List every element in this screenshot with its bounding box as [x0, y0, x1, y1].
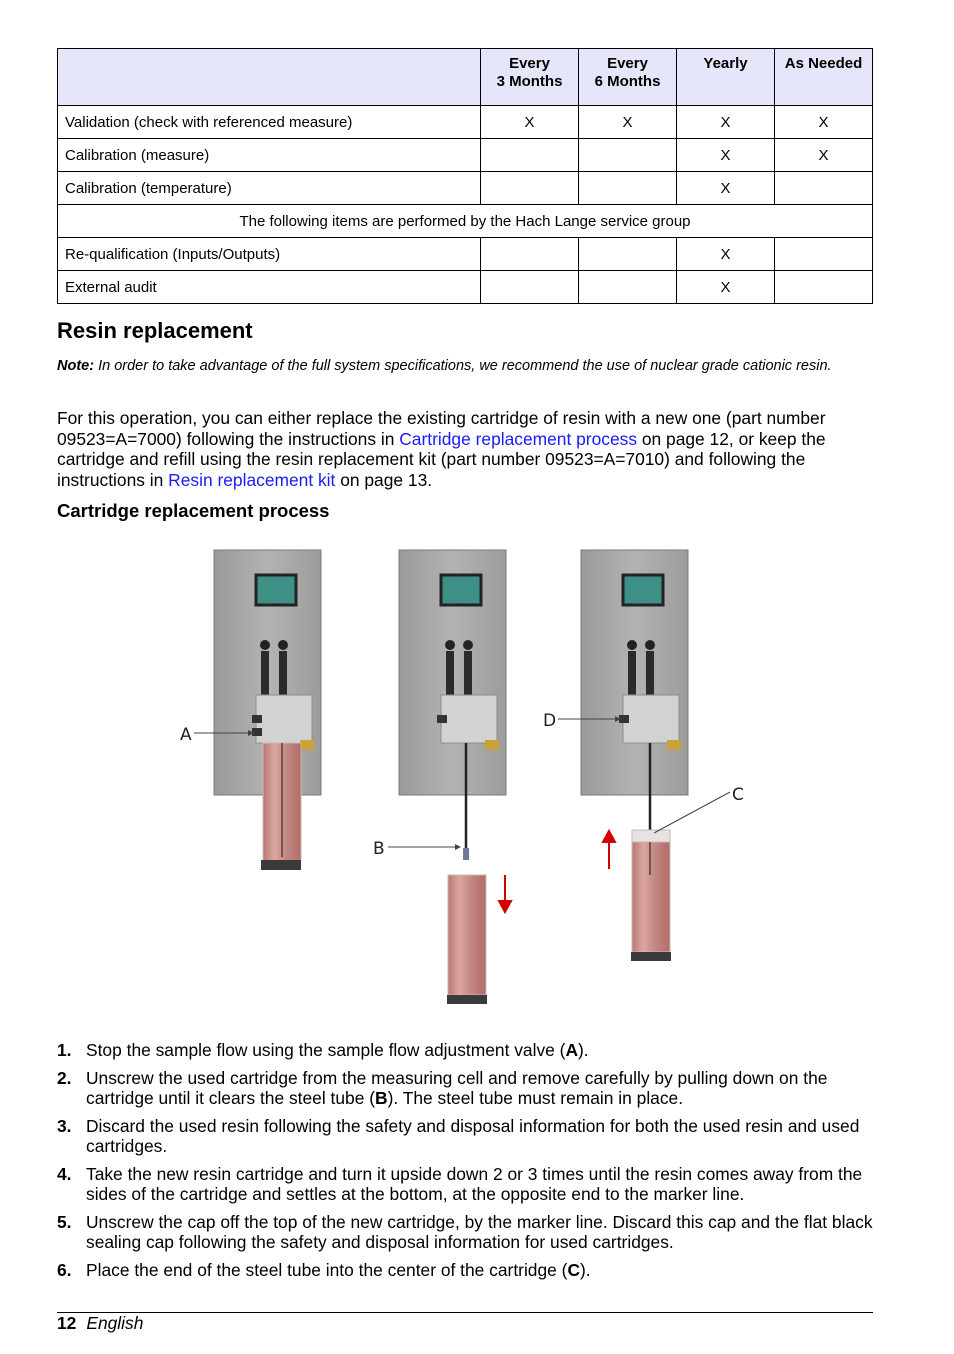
sensor-probe [446, 651, 454, 696]
step-text: Unscrew the cap off the top of the new cartridge, by the marker line. Discard this cap and the flat black sealing cap following the safety and disposal information for used cartridges. [86, 1211, 873, 1252]
mark-cell [775, 238, 873, 271]
mark-cell: X [677, 172, 775, 205]
step-item [57, 1260, 877, 1281]
resin-cartridge [448, 875, 486, 995]
cartridge-replacement-illustration [170, 545, 750, 1010]
service-group-row [58, 205, 873, 238]
paragraph-text: For this operation, you can either replace the existing cartridge of resin with a new one (part number 09523=A=7000) following the instructions in [57, 408, 826, 449]
task-cell: Validation (check with referenced measure) [58, 106, 481, 139]
connector-icon [260, 640, 270, 650]
step-item [57, 1164, 877, 1205]
table-row [58, 172, 873, 205]
page-footer [57, 1313, 143, 1334]
intro-paragraph [57, 408, 877, 490]
maintenance-schedule [57, 48, 873, 304]
measuring-cell [623, 695, 679, 743]
step-text: Discard the used resin following the safety and disposal information for both the used resin and used cartridges. [86, 1115, 860, 1156]
step-number: 5. [57, 1211, 72, 1232]
table-header-row [58, 49, 873, 106]
footer-rule [57, 1312, 873, 1313]
connector-icon [645, 640, 655, 650]
step-number: 3. [57, 1115, 72, 1136]
display-screen [441, 575, 481, 605]
sensor-probe [628, 651, 636, 696]
mark-cell: X [677, 106, 775, 139]
header-task [58, 49, 481, 106]
connector-icon [627, 640, 637, 650]
step-callout: A [565, 1040, 579, 1060]
sensor-probe [464, 651, 472, 696]
mark-cell [775, 271, 873, 304]
step-text: Stop the sample flow using the sample flow adjustment valve ( [86, 1040, 566, 1060]
display-screen [623, 575, 663, 605]
sensor-probe [261, 651, 269, 696]
paragraph-text: on page 13. [335, 469, 433, 490]
cartridge-base [631, 952, 671, 961]
section-title: Resin replacement [57, 318, 253, 343]
maintenance-schedule-table [57, 48, 873, 304]
step-number: 1. [57, 1040, 72, 1060]
mark-cell: X [677, 271, 775, 304]
sensor-probe [646, 651, 654, 696]
mark-cell [481, 238, 579, 271]
note-label: Note: [57, 358, 95, 374]
step-callout: C [567, 1259, 581, 1280]
brass-fitting [300, 740, 314, 750]
connector-icon [463, 640, 473, 650]
analyzer-unit-2 [399, 550, 511, 1004]
footer-language: English [86, 1313, 144, 1333]
mark-cell: X [775, 106, 873, 139]
flow-valve [252, 715, 262, 723]
mark-cell [579, 139, 677, 172]
step-callout: B [375, 1088, 388, 1108]
header-every-6-months: Every 6 Months [579, 49, 677, 106]
steel-tube-tip [463, 848, 469, 860]
analyzer-unit-3 [581, 550, 688, 961]
header-every-3-months: Every 3 Months [481, 49, 579, 106]
up-arrow-icon [603, 831, 615, 869]
header-yearly: Yearly [677, 49, 775, 106]
mark-cell [579, 238, 677, 271]
mark-cell: X [677, 139, 775, 172]
cartridge-replacement-link[interactable]: Cartridge replacement process [399, 428, 638, 449]
step-text: Take the new resin cartridge and turn it upside down 2 or 3 times until the resin comes away from the sides of the cartridge and settles at the bottom, at the opposite end to the marker line. [86, 1163, 863, 1204]
callout-label-b: B [373, 839, 385, 859]
mark-cell [579, 271, 677, 304]
cartridge-base [261, 860, 301, 870]
paragraph-text: on page 12, or keep the cartridge and refill using the resin replacement kit (part number 09523=A=7010) and following the instructions in [57, 428, 826, 490]
page-number: 12 [57, 1313, 77, 1333]
callout-label-a: A [180, 725, 192, 745]
resin-replacement-kit-link[interactable]: Resin replacement kit [168, 469, 336, 490]
step-number: 2. [57, 1067, 72, 1088]
analyzer-unit-1 [214, 550, 321, 870]
cartridge-cap-rim [632, 830, 670, 842]
mark-cell [481, 139, 579, 172]
step-item [57, 1068, 877, 1109]
step-text: Place the end of the steel tube into the center of the cartridge ( [86, 1259, 568, 1280]
resin-cartridge [632, 830, 670, 952]
mark-cell [775, 172, 873, 205]
step-number: 4. [57, 1163, 72, 1184]
display-screen [256, 575, 296, 605]
mark-cell [481, 172, 579, 205]
step-text-end: ). [580, 1259, 591, 1280]
brass-fitting [485, 740, 499, 750]
table-row [58, 106, 873, 139]
step-text-end: ). The steel tube must remain in place. [387, 1088, 684, 1108]
note-text: In order to take advantage of the full system specifications, we recommend the use of nuclear grade cationic resin. [94, 358, 832, 374]
mark-cell: X [579, 106, 677, 139]
task-cell: External audit [58, 271, 481, 304]
step-text-end: ). [578, 1040, 589, 1060]
down-arrow-icon [499, 875, 511, 912]
callout-b [373, 839, 461, 859]
measuring-cell [441, 695, 497, 743]
flow-valve [252, 728, 262, 736]
step-number: 6. [57, 1259, 72, 1280]
steps-list [57, 1040, 877, 1287]
header-as-needed: As Needed [775, 49, 873, 106]
mark-cell [481, 271, 579, 304]
table-row [58, 238, 873, 271]
note [57, 357, 873, 375]
service-group-note: The following items are performed by the Hach Lange service group [58, 205, 873, 238]
cartridge-base [447, 995, 487, 1004]
subsection-title: Cartridge replacement process [57, 500, 330, 521]
task-cell: Calibration (measure) [58, 139, 481, 172]
mark-cell [579, 172, 677, 205]
table-row [58, 271, 873, 304]
table-row [58, 139, 873, 172]
callout-label-d: D [543, 711, 557, 731]
step-item [57, 1212, 877, 1253]
task-cell: Re-qualification (Inputs/Outputs) [58, 238, 481, 271]
connector-icon [278, 640, 288, 650]
connector-icon [445, 640, 455, 650]
step-text: Unscrew the used cartridge from the measuring cell and remove carefully by pulling down on the cartridge until it clears the steel tube ( [86, 1067, 828, 1108]
task-cell: Calibration (temperature) [58, 172, 481, 205]
flow-valve [437, 715, 447, 723]
step-item [57, 1040, 877, 1061]
step-item [57, 1116, 877, 1157]
callout-label-c: C [732, 785, 744, 805]
brass-fitting [667, 740, 681, 750]
sensor-probe [279, 651, 287, 696]
mark-cell: X [481, 106, 579, 139]
mark-cell: X [677, 238, 775, 271]
mark-cell: X [775, 139, 873, 172]
measuring-cell [256, 695, 312, 743]
